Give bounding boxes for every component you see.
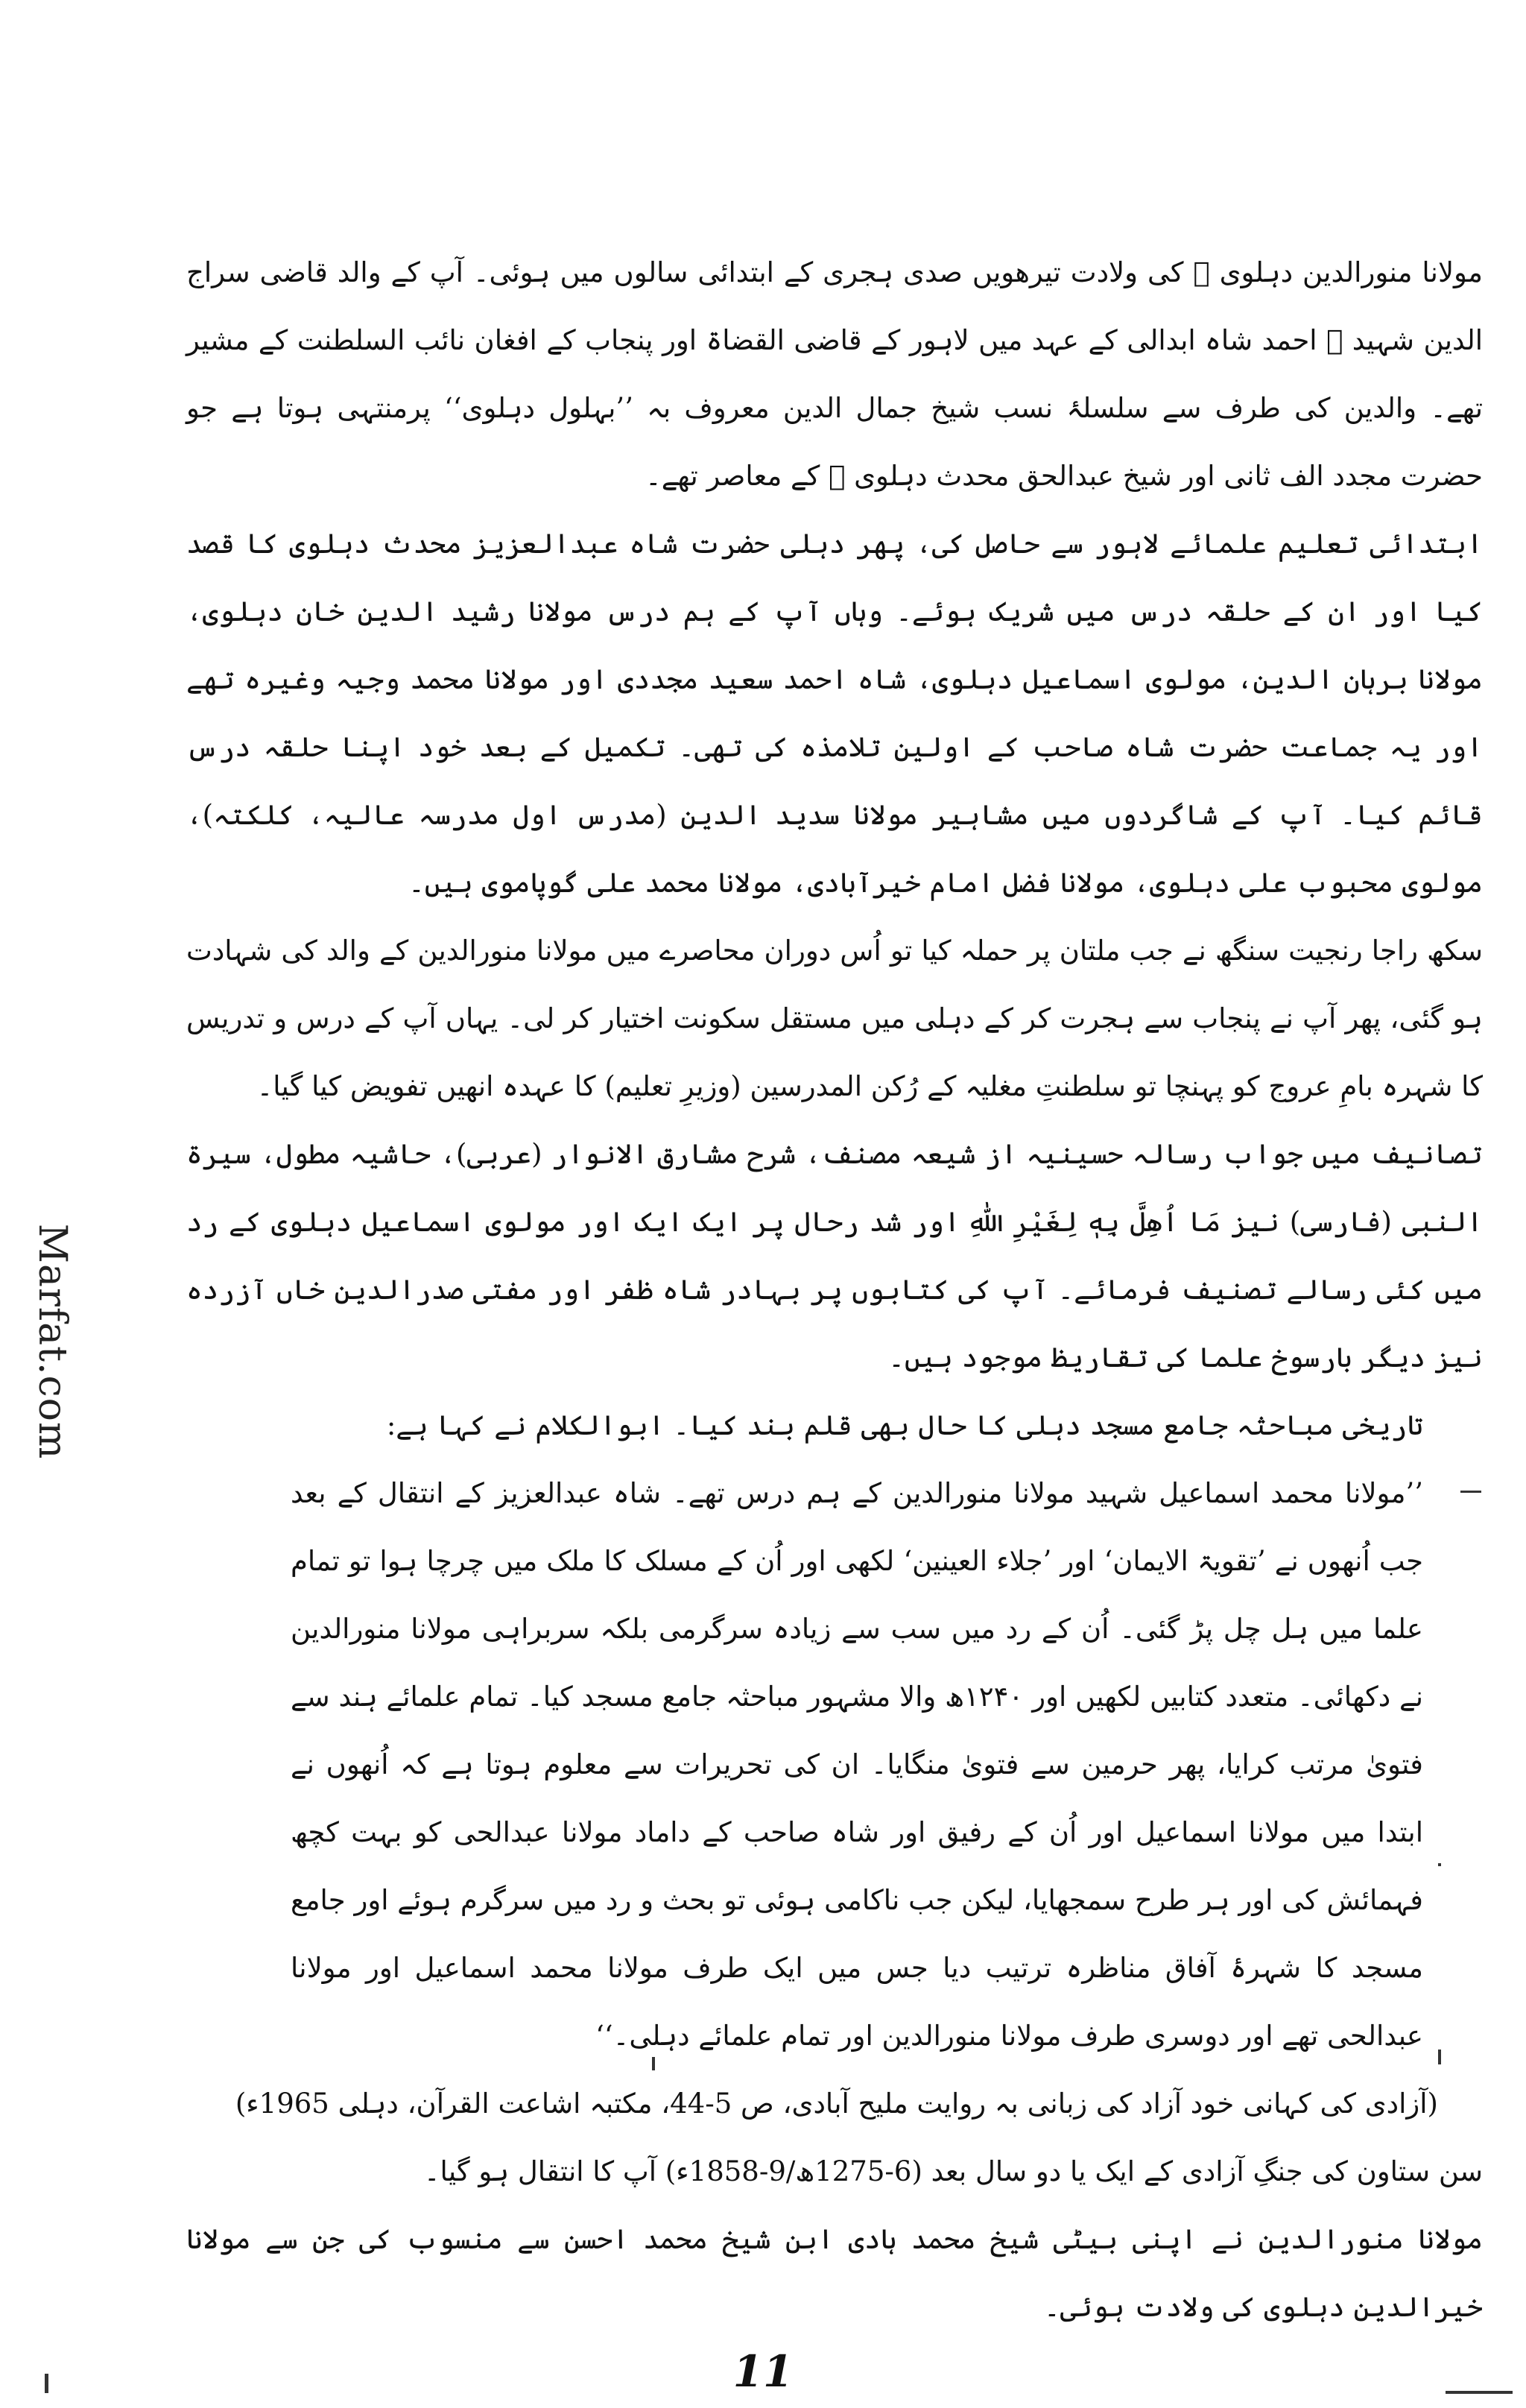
paragraph-death: سن ستاون کی جنگِ آزادی کے ایک یا دو سال بعد (6-1275ھ/9-1858ء) آپ کا انتقال ہو گیا۔	[423, 2155, 1483, 2187]
paragraph-works: تصانیف میں جواب رسالہ حسینیہ از شیعہ مصنف، شرح مشارق الانوار (عربی)، حاشیہ مطول، سیرۃ النبی (فارسی) نیز مَا اُهِلَّ بِهٖ لِغَیْرِ اللّٰهِ اور شد رحال پر ایک ایک اور مولوی اسماعیل دہلوی کے رد میں کئی رسالے تصنیف فرمائے۔ آپ کی کتابوں پر بہادر شاہ ظفر اور مفتی صدرالدین خاں آزردہ نیز دیگر بارسوخ علما کی تقاریظ موجود ہیں۔	[186, 1138, 1483, 1374]
paragraph-education: ابتدائی تعلیم علمائے لاہور سے حاصل کی، پھر دہلی حضرت شاہ عبدالعزیز محدث دہلوی کا قصد کیا اور ان کے حلقہ درس میں شریک ہوئے۔ وہاں آپ کے ہم درس مولانا رشید الدین خان دہلوی، مولانا برہان الدین، مولوی اسماعیل دہلوی، شاہ احمد سعید مجددی اور مولانا محمد وجیہ وغیرہ تھے اور یہ جماعت حضرت شاہ صاحب کے اولین تلامذہ کی تھی۔ تکمیل کے بعد خود اپنا حلقہ درس قائم کیا۔ آپ کے شاگردوں میں مشاہیر مولانا سدید الدین (مدرس اول مدرسہ عالیہ، کلکتہ)، مولوی محبوب علی دہلوی، مولانا فضل امام خیرآبادی، مولانا محمد علی گوپاموی ہیں۔	[186, 528, 1483, 899]
paragraph-biography-intro: مولانا منورالدین دہلوی ﷫ کی ولادت تیرھویں صدی ہجری کے ابتدائی سالوں میں ہوئی۔ آپ کے والد قاضی سراج الدین شہید ﷫ احمد شاہ ابدالی کے عہد میں لاہور کے قاضی القضاۃ اور پنجاب کے افغان نائب السلطنت کے مشیر تھے۔ والدین کی طرف سے سلسلۂ نسب شیخ جمال الدین معروف بہ ’’بہلول دہلوی‘‘ پرمنتہی ہوتا ہے جو حضرت مجدد الف ثانی اور شیخ عبدالحق محدث دہلوی ﷫ کے معاصر تھے۔	[186, 256, 1483, 492]
paragraph-quote-intro: تاریخی مباحثہ جامع مسجد دہلی کا حال بھی قلم بند کیا۔ ابوالکلام نے کہا ہے:	[386, 1409, 1423, 1441]
page-number: 11	[732, 2346, 794, 2397]
margin-mark	[652, 2057, 655, 2070]
main-text	[186, 238, 1483, 2341]
margin-mark	[1438, 1863, 1441, 1866]
block-quote: ’’مولانا محمد اسماعیل شہید مولانا منورالدین کے ہم درس تھے۔ شاہ عبدالعزیز کے انتقال کے بعد جب اُنھوں نے ’تقویۃ الایمان‘ اور ’جلاء العینین‘ لکھی اور اُن کے مسلک کا ملک میں چرچا ہوا تو تمام علما میں ہل چل پڑ گئی۔ اُن کے رد میں سب سے زیادہ سرگرمی بلکہ سربراہی مولانا منورالدین نے دکھائی۔ متعدد کتابیں لکھیں اور ۱۲۴۰ھ والا مشہور مباحثہ جامع مسجد کیا۔ تمام علمائے ہند سے فتویٰ مرتب کرایا، پھر حرمین سے فتویٰ منگایا۔ ان کی تحریرات سے معلوم ہوتا ہے کہ اُنھوں نے ابتدا میں مولانا اسماعیل اور اُن کے رفیق اور شاہ صاحب کے داماد مولانا عبدالحی کو بہت کچھ فہمائش کی اور ہر طرح سمجھایا، لیکن جب ناکامی ہوئی تو بحث و رد میں سرگرم ہوئے اور جامع مسجد کا شہرۂ آفاق مناظرہ ترتیب دیا جس میں ایک طرف مولانا محمد اسماعیل اور مولانا عبدالحی تھے اور دوسری طرف مولانا منورالدین اور تمام علمائے دہلی۔‘‘	[291, 1477, 1423, 2052]
margin-mark	[1438, 2050, 1441, 2064]
watermark: Marfat.com	[30, 1223, 75, 1460]
paragraph-family: مولانا منورالدین نے اپنی بیٹی شیخ محمد ہادی ابن شیخ محمد احسن سے منسوب کی جن سے مولانا خیرالدین دہلوی کی ولادت ہوئی۔	[186, 2223, 1483, 2323]
paragraph-migration: سکھ راجا رنجیت سنگھ نے جب ملتان پر حملہ کیا تو اُس دوران محاصرے میں مولانا منورالدین کے والد کی شہادت ہو گئی، پھر آپ نے پنجاب سے ہجرت کر کے دہلی میں مستقل سکونت اختیار کر لی۔ یہاں آپ کے درس و تدریس کا شہرہ بامِ عروج کو پہنچا تو سلطنتِ مغلیہ کے رُکن المدرسین (وزیرِ تعلیم) کا عہدہ انھیں تفویض کیا گیا۔	[186, 935, 1483, 1102]
margin-tick	[45, 2374, 48, 2393]
citation: (آزادی کی کہانی خود آزاد کی زبانی بہ روایت ملیح آبادی، ص 5-44، مکتبہ اشاعت القرآن، دہلی 1965ء)	[235, 2088, 1438, 2120]
margin-dash	[1460, 1491, 1481, 1493]
margin-dash-bottom	[1446, 2391, 1513, 2394]
